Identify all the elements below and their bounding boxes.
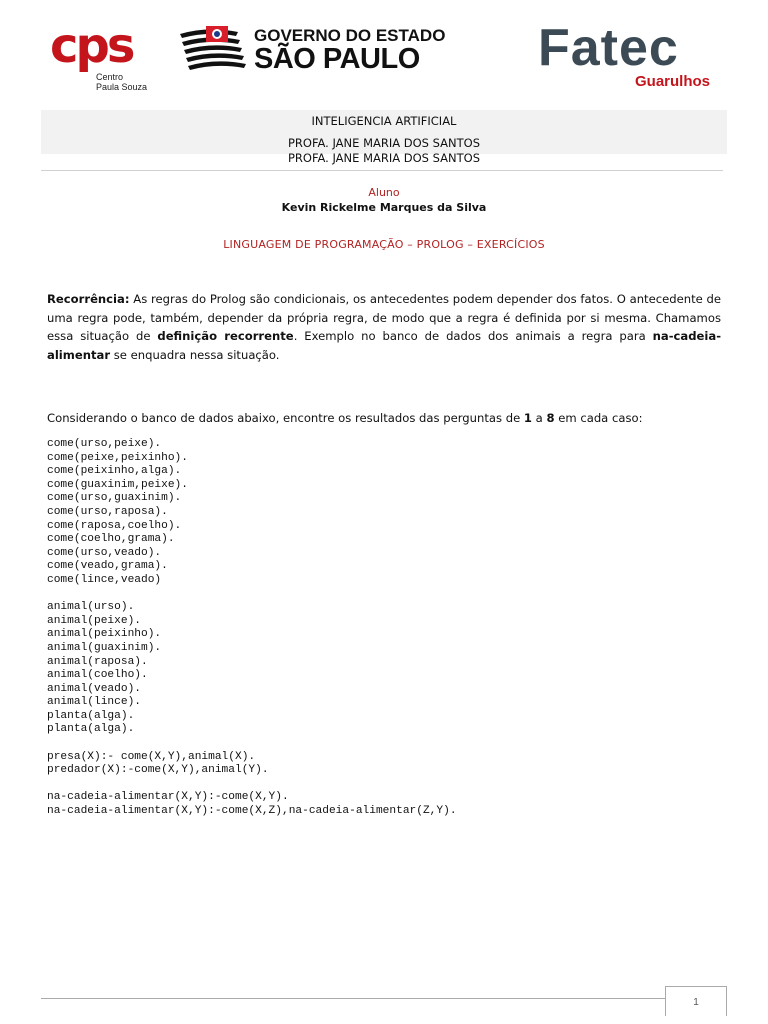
fatec-logo-subtitle: Guarulhos [634, 73, 710, 90]
instruction-text-1: Considerando o banco de dados abaixo, encontre os resultados das perguntas de [47, 411, 524, 425]
code-line: come(lince,veado) [47, 573, 162, 586]
recorrencia-paragraph [47, 290, 721, 364]
instruction-text-2: a [531, 411, 547, 425]
code-line: predador(X):-come(X,Y),animal(Y). [47, 764, 269, 777]
footer-divider [41, 998, 665, 999]
course-professor: PROFA. JANE MARIA DOS SANTOS [287, 136, 480, 150]
code-line: come(peixe,peixinho). [47, 451, 188, 464]
fatec-logo [538, 19, 718, 92]
code-line: come(peixinho,alga). [47, 465, 182, 478]
page-number-box [665, 986, 727, 1016]
cps-logo [50, 18, 160, 92]
code-line: animal(peixinho). [47, 628, 162, 641]
code-block-come [47, 438, 727, 588]
student-name: Kevin Rickelme Marques da Silva [281, 201, 487, 214]
code-line: animal(peixe). [47, 614, 141, 627]
term-definicao-recorrente: definição recorrente [157, 329, 294, 343]
code-line: come(urso,raposa). [47, 505, 168, 518]
course-title: INTELIGENCIA ARTIFICIAL [311, 114, 457, 128]
code-line: come(guaxinim,peixe). [47, 478, 188, 491]
exercise-instruction [47, 409, 721, 427]
code-line: animal(urso). [47, 601, 135, 614]
governo-sp-logo [178, 24, 446, 76]
governo-line2: SÃO PAULO [254, 43, 420, 75]
code-line: come(veado,grama). [47, 560, 168, 573]
document-subtitle: LINGUAGEM DE PROGRAMAÇÃO – PROLOG – EXERCÍCIOS [223, 238, 545, 251]
code-line: come(urso,veado). [47, 546, 162, 559]
code-gap [47, 588, 727, 602]
cps-logo-word: cps [50, 18, 133, 74]
cps-logo-subtitle [96, 72, 147, 92]
instruction-number-1: 1 [523, 411, 532, 425]
code-block-animal [47, 601, 727, 737]
code-line: na-cadeia-alimentar(X,Y):-come(X,Z),na-cadeia-alimentar(Z,Y). [47, 805, 457, 818]
paragraph-text-2: . Exemplo no banco de dados dos animais a regra para [293, 329, 653, 343]
course-info-box [41, 110, 727, 165]
paragraph-text-1: As regras do Prolog são condicionais, os antecedentes podem depender dos fatos. O antecedente de uma regra pode, também, depender da própria regra, de modo que a regra é definida por si mesma. Chamamos essa situação de [47, 292, 721, 343]
sao-paulo-flag-icon [178, 24, 252, 74]
instruction-text-3: em cada caso: [554, 411, 643, 425]
code-block-chain [47, 791, 727, 818]
code-line: come(urso,guaxinim). [47, 492, 182, 505]
code-line: animal(lince). [47, 696, 141, 709]
cps-logo-sub-line2: Paula Souza [96, 82, 148, 92]
code-line: come(coelho,grama). [47, 533, 175, 546]
code-line: animal(guaxinim). [47, 641, 162, 654]
code-line: come(raposa,coelho). [47, 519, 182, 532]
code-line: animal(raposa). [47, 655, 148, 668]
code-line: presa(X):- come(X,Y),animal(X). [47, 750, 256, 763]
fatec-logo-word: Fatec [538, 19, 679, 77]
code-line: na-cadeia-alimentar(X,Y):-come(X,Y). [47, 791, 289, 804]
term-na-cadeia-alimentar: na-cadeia-alimentar [47, 329, 722, 362]
header-divider [41, 170, 723, 171]
paragraph-text-3: se enquadra nessa situação. [110, 347, 280, 362]
prolog-database [47, 438, 727, 819]
code-line: animal(veado). [47, 682, 141, 695]
governo-line1: GOVERNO DO ESTADO [254, 26, 446, 45]
code-line: animal(coelho). [47, 669, 148, 682]
code-gap [47, 778, 727, 792]
term-recorrencia: Recorrência: [47, 292, 130, 306]
page-header [0, 0, 768, 100]
cps-logo-sub-line1: Centro [96, 72, 124, 82]
student-label: Aluno [368, 186, 400, 199]
instruction-number-8: 8 [546, 411, 555, 425]
code-line: planta(alga). [47, 723, 135, 736]
code-block-rules [47, 751, 727, 778]
course-overflow-line: PROFA. JANE MARIA DOS SANTOS [287, 151, 480, 165]
code-line: planta(alga). [47, 709, 135, 722]
code-gap [47, 737, 727, 751]
code-line: come(urso,peixe). [47, 438, 162, 450]
page-number: 1 [693, 997, 699, 1008]
